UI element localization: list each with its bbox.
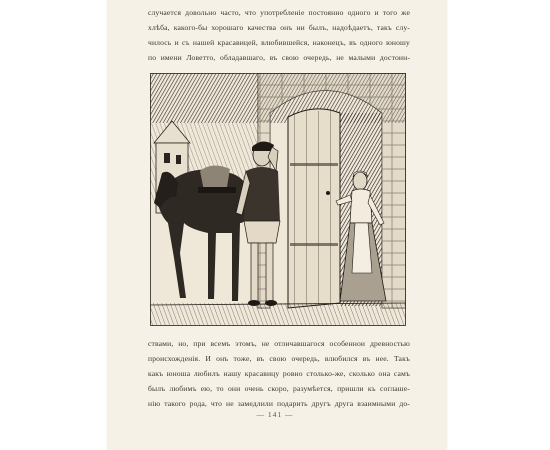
text-line: ствами, но, при всемъ этомъ, не отличавшагося особеннои древностью <box>148 339 410 348</box>
text-line: по имени Ловетто, обладавшаго, въ свою очередь, не малыми достоин- <box>148 53 410 62</box>
text-line: нію такого рода, что не замедлили подарить другъ друга взаимными до- <box>148 399 410 408</box>
page-number: — 141 — <box>256 410 294 419</box>
text-line: чилось и съ нашей красавицей, влюбившейся, наконецъ, въ одного юношу <box>148 38 410 47</box>
ground <box>150 303 406 326</box>
text-line: хлѣба, какого-бы хорошаго качества онъ ни былъ, надоѣдаетъ, такъ слу- <box>148 23 410 32</box>
text-block-bottom <box>148 336 410 411</box>
text-line: былъ любимъ ею, то они очень скоро, разумѣется, пришли къ соглаше- <box>148 384 410 393</box>
text-line: происхожденія. И онъ тоже, въ свою очередь, влюбился въ нее. Такъ <box>148 354 410 363</box>
text-line: какъ юноша любилъ нашу красавицу ровно столько-же, сколько она самъ <box>148 369 410 378</box>
engraving-illustration <box>150 73 406 326</box>
text-line: случается довольно часто, что употребленіе постоянно одного и того же <box>148 8 410 17</box>
text-block-top <box>148 5 410 65</box>
wooden-door <box>288 109 340 308</box>
